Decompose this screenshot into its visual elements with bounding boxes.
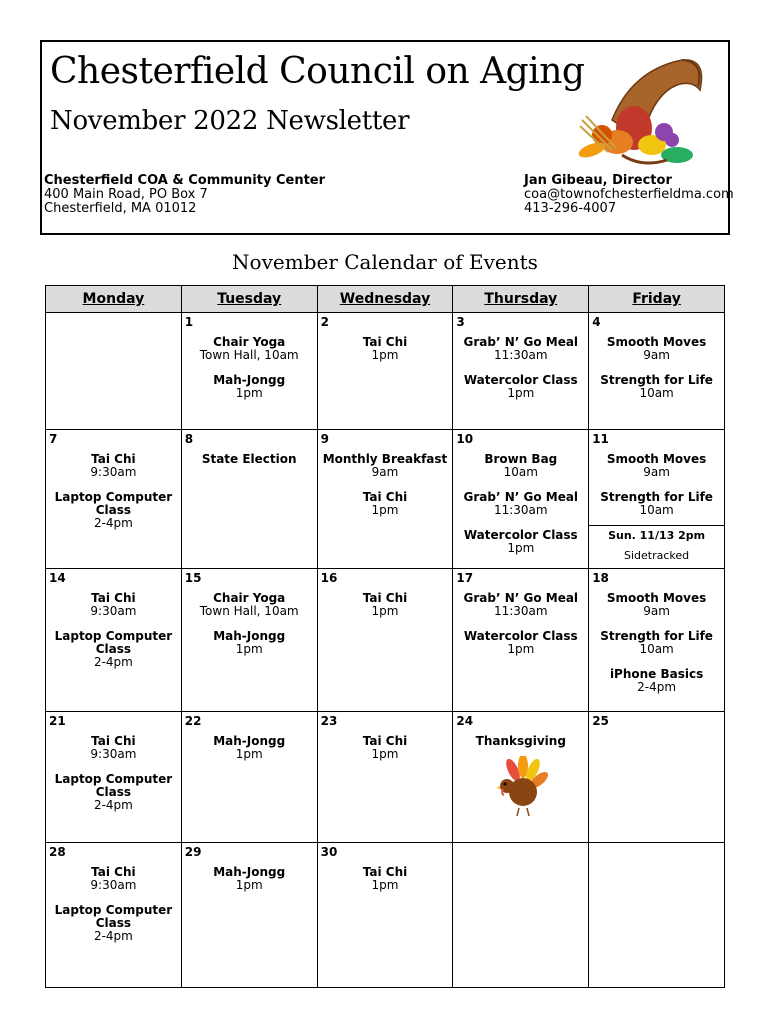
calendar-event [182, 374, 317, 400]
calendar-event [46, 773, 181, 812]
calendar-day-cell [181, 313, 317, 430]
note-text: Sidetracked [624, 549, 690, 562]
event-name: Strength for Life [600, 490, 713, 504]
event-time: 1pm [235, 878, 263, 892]
event-time: 2-4pm [637, 680, 677, 694]
calendar-day-cell [453, 843, 589, 988]
event-time: 1pm [507, 386, 535, 400]
event-name: Laptop Computer Class [54, 772, 173, 799]
calendar-day-cell [46, 569, 182, 712]
director-info [524, 174, 734, 216]
event-name: Mah-Jongg [213, 629, 286, 643]
calendar-week-row [46, 313, 725, 430]
calendar-event [589, 336, 724, 362]
director-name: Jan Gibeau, Director [524, 173, 672, 188]
event-name: Mah-Jongg [213, 373, 286, 387]
director-email: coa@townofchesterfieldma.com [524, 187, 734, 202]
event-name: iPhone Basics [609, 667, 704, 681]
day-number: 14 [49, 571, 66, 585]
day-number: 23 [320, 714, 338, 728]
event-time: Town Hall, 10am [199, 348, 299, 362]
day-number: 11 [592, 432, 609, 446]
calendar-event [318, 491, 453, 517]
event-time: 11:30am [493, 503, 548, 517]
day-number: 9 [320, 432, 329, 446]
event-time: 2-4pm [93, 798, 133, 812]
day-number: 3 [456, 315, 465, 329]
org-info [44, 174, 325, 216]
calendar-event [589, 453, 724, 479]
newsletter-title: Chesterfield Council on Aging [50, 51, 585, 92]
event-time: 1pm [507, 642, 535, 656]
calendar-event [453, 491, 588, 517]
calendar-day-cell [317, 430, 453, 569]
calendar-header-row [46, 286, 725, 313]
calendar-event [453, 735, 588, 748]
note-title: Sun. 11/13 2pm [608, 529, 706, 542]
event-name: Brown Bag [484, 452, 558, 466]
calendar-event [46, 630, 181, 669]
event-name: Smooth Moves [606, 335, 707, 349]
calendar-event [318, 336, 453, 362]
calendar-day-cell [453, 712, 589, 843]
event-time: 10am [639, 503, 674, 517]
event-time: 2-4pm [93, 929, 133, 943]
newsletter-subtitle: November 2022 Newsletter [50, 106, 410, 136]
day-header: Monday [46, 286, 182, 313]
calendar-event [453, 529, 588, 555]
event-time: 1pm [371, 503, 399, 517]
day-number: 1 [184, 315, 194, 329]
event-name: Tai Chi [91, 734, 136, 748]
calendar-day-cell [46, 313, 182, 430]
event-time: 10am [639, 386, 674, 400]
calendar-event [589, 592, 724, 618]
calendar-day-cell [317, 313, 453, 430]
day-header: Friday [589, 286, 725, 313]
event-name: Watercolor Class [463, 528, 578, 542]
calendar-event [453, 592, 588, 618]
calendar-title: November Calendar of Events [232, 250, 538, 274]
event-name: Tai Chi [91, 865, 136, 879]
calendar-day-cell [181, 712, 317, 843]
calendar-day-cell [317, 569, 453, 712]
day-number: 25 [592, 714, 609, 728]
event-time: 9am [643, 348, 670, 362]
event-time: 9am [371, 465, 399, 479]
event-name: Laptop Computer Class [54, 629, 173, 656]
event-time: 1pm [507, 541, 535, 555]
day-number [46, 313, 181, 330]
event-time: 1pm [371, 604, 399, 618]
event-time: 9am [643, 604, 670, 618]
calendar-day-cell [589, 843, 725, 988]
calendar-day-cell [181, 430, 317, 569]
calendar-event [318, 592, 453, 618]
events-calendar [45, 285, 725, 988]
calendar-day-cell [317, 843, 453, 988]
event-name: Laptop Computer Class [54, 490, 173, 517]
event-time: 1pm [371, 747, 399, 761]
event-name: Monthly Breakfast [322, 452, 448, 466]
day-number: 16 [320, 571, 338, 585]
calendar-event [46, 866, 181, 892]
event-time: 9am [643, 465, 670, 479]
day-number: 7 [49, 432, 58, 446]
event-name: Chair Yoga [213, 591, 286, 605]
event-name: Grab’ N’ Go Meal [463, 490, 579, 504]
event-name: Watercolor Class [463, 629, 578, 643]
calendar-week-row [46, 712, 725, 843]
day-number: 24 [456, 714, 474, 728]
day-header: Tuesday [181, 286, 317, 313]
event-name: Grab’ N’ Go Meal [463, 335, 579, 349]
calendar-day-cell [453, 430, 589, 569]
special-event-note [589, 525, 724, 568]
calendar-week-row [46, 569, 725, 712]
event-time: 11:30am [493, 348, 548, 362]
calendar-day-cell [181, 843, 317, 988]
org-address-line2: Chesterfield, MA 01012 [44, 201, 197, 216]
day-number: 28 [49, 845, 66, 859]
day-number: 4 [592, 315, 601, 329]
day-header: Wednesday [317, 286, 453, 313]
org-name: Chesterfield COA & Community Center [44, 173, 326, 188]
day-number: 21 [49, 714, 66, 728]
day-header: Thursday [453, 286, 589, 313]
event-name: Thanksgiving [475, 734, 566, 748]
day-number: 30 [320, 845, 338, 859]
event-name: Tai Chi [362, 734, 408, 748]
newsletter-header [40, 40, 734, 235]
cornucopia-icon [572, 50, 712, 172]
event-name: Mah-Jongg [213, 734, 286, 748]
turkey-icon [491, 756, 551, 820]
calendar-event [589, 668, 724, 694]
day-number: 15 [184, 571, 202, 585]
calendar-day-cell [589, 569, 725, 712]
event-time: 2-4pm [93, 516, 133, 530]
calendar-event [589, 630, 724, 656]
day-number: 18 [592, 571, 609, 585]
event-name: Tai Chi [91, 452, 136, 466]
calendar-event [453, 336, 588, 362]
calendar-day-cell [453, 313, 589, 430]
event-time: 2-4pm [93, 655, 133, 669]
event-time: 11:30am [493, 604, 548, 618]
calendar-event [182, 630, 317, 656]
day-number: 10 [456, 432, 474, 446]
calendar-day-cell [589, 313, 725, 430]
org-address-line1: 400 Main Road, PO Box 7 [44, 187, 208, 202]
calendar-event [46, 592, 181, 618]
calendar-event [182, 866, 317, 892]
event-name: Strength for Life [600, 629, 713, 643]
event-name: Strength for Life [600, 373, 713, 387]
calendar-event [182, 592, 317, 618]
calendar-event [182, 336, 317, 362]
day-number: 22 [184, 714, 202, 728]
calendar-week-row [46, 843, 725, 988]
day-number: 17 [456, 571, 474, 585]
event-name: Tai Chi [91, 591, 136, 605]
calendar-event [182, 453, 317, 466]
director-phone: 413-296-4007 [524, 201, 617, 216]
event-time: Town Hall, 10am [199, 604, 299, 618]
event-time: 1pm [235, 386, 263, 400]
day-number: 8 [184, 432, 194, 446]
event-name: Watercolor Class [463, 373, 578, 387]
calendar-day-cell [317, 712, 453, 843]
event-time: 10am [503, 465, 538, 479]
event-time: 1pm [371, 348, 399, 362]
calendar-week-row [46, 430, 725, 569]
calendar-event [318, 866, 453, 892]
calendar-day-cell [46, 430, 182, 569]
event-name: Laptop Computer Class [54, 903, 173, 930]
event-name: Smooth Moves [606, 452, 707, 466]
day-number [453, 843, 588, 860]
event-time: 9:30am [90, 747, 137, 761]
event-time: 1pm [235, 747, 263, 761]
event-name: Tai Chi [362, 591, 408, 605]
calendar-day-cell [589, 712, 725, 843]
event-name: Tai Chi [362, 490, 408, 504]
event-name: Grab’ N’ Go Meal [463, 591, 579, 605]
calendar-event [453, 374, 588, 400]
calendar-day-cell [46, 712, 182, 843]
event-name: Tai Chi [362, 865, 408, 879]
calendar-event [46, 904, 181, 943]
calendar-day-cell [181, 569, 317, 712]
calendar-event [453, 630, 588, 656]
calendar-day-cell [453, 569, 589, 712]
event-time: 9:30am [90, 604, 137, 618]
calendar-day-cell [46, 843, 182, 988]
calendar-event [318, 453, 453, 479]
event-name: State Election [201, 452, 297, 466]
calendar-event [453, 453, 588, 479]
event-name: Chair Yoga [213, 335, 286, 349]
event-name: Smooth Moves [606, 591, 707, 605]
day-number: 29 [184, 845, 202, 859]
calendar-event [46, 735, 181, 761]
event-name: Mah-Jongg [213, 865, 286, 879]
calendar-event [182, 735, 317, 761]
event-name: Tai Chi [362, 335, 408, 349]
day-number [589, 843, 724, 860]
calendar-event [589, 374, 724, 400]
calendar-event [46, 491, 181, 530]
calendar-event [46, 453, 181, 479]
event-time: 1pm [235, 642, 263, 656]
event-time: 10am [639, 642, 674, 656]
calendar-event [318, 735, 453, 761]
event-time: 1pm [371, 878, 399, 892]
calendar-day-cell [589, 430, 725, 569]
event-time: 9:30am [90, 465, 137, 479]
day-number: 2 [320, 315, 329, 329]
event-time: 9:30am [90, 878, 137, 892]
calendar-event [589, 491, 724, 517]
